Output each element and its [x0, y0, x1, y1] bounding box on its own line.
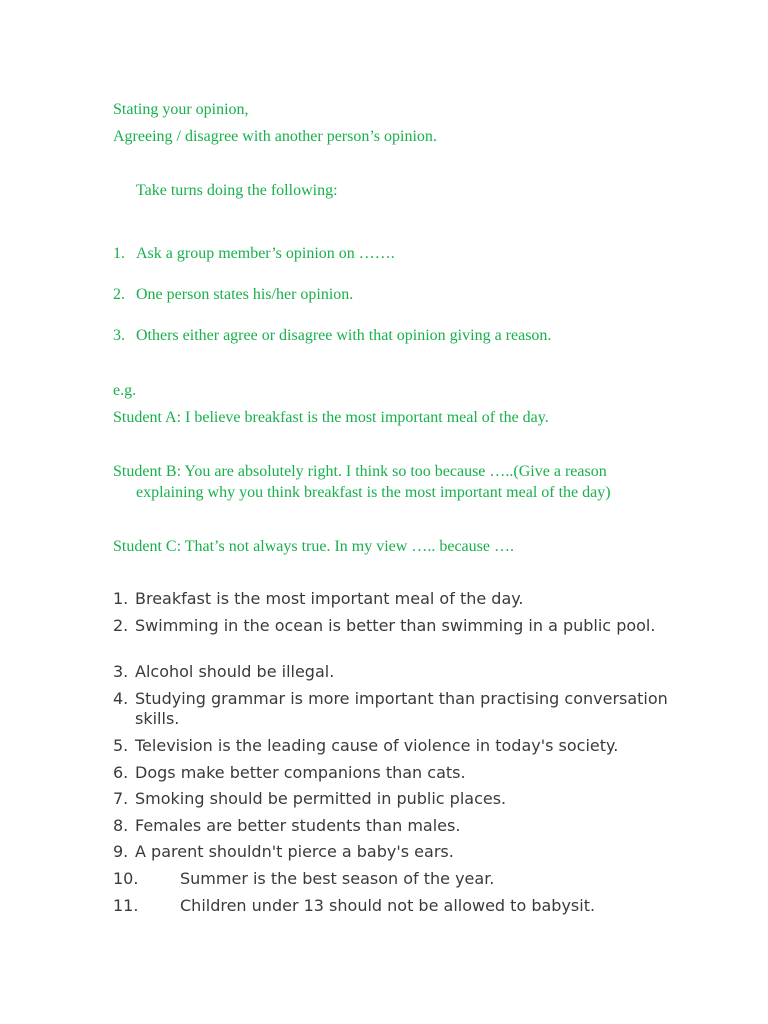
topic-item: [113, 662, 673, 682]
example-label: e.g.: [113, 382, 137, 399]
student-c-line: Student C: That’s not always true. In my view ….. because ….: [113, 538, 514, 555]
step-number: 1.: [113, 245, 125, 262]
topic-text: Dogs make better companions than cats.: [135, 763, 466, 782]
topic-item: [113, 842, 673, 862]
student-a-line: Student A: I believe breakfast is the most important meal of the day.: [113, 409, 549, 426]
topic-item: [113, 616, 673, 636]
title-line-2: Agreeing / disagree with another person’s opinion.: [113, 128, 437, 145]
topic-number: 10.: [113, 869, 139, 888]
topic-text: Females are better students than males.: [135, 816, 461, 835]
topic-number: 7.: [113, 789, 129, 808]
topic-number: 6.: [113, 763, 129, 782]
topic-number: 2.: [113, 616, 129, 635]
topic-number: 9.: [113, 842, 129, 861]
step-text: Others either agree or disagree with that opinion giving a reason.: [136, 327, 552, 344]
topic-number: 5.: [113, 736, 129, 755]
topic-item: [113, 763, 673, 783]
instruction: Take turns doing the following:: [136, 182, 338, 199]
topic-text: Studying grammar is more important than practising conversation skills.: [135, 689, 668, 728]
student-b-line-1: Student B: You are absolutely right. I think so too because …..(Give a reason: [113, 463, 607, 480]
topic-item: [113, 896, 673, 916]
topic-number: 3.: [113, 662, 129, 681]
topic-number: 1.: [113, 589, 129, 608]
topic-item: [113, 689, 673, 729]
topic-text: Alcohol should be illegal.: [135, 662, 335, 681]
step-text: Ask a group member’s opinion on …….: [136, 245, 395, 262]
topic-item: [113, 789, 673, 809]
topic-number: 4.: [113, 689, 129, 708]
topic-text: Smoking should be permitted in public places.: [135, 789, 507, 808]
topic-item: [113, 816, 673, 836]
step-text: One person states his/her opinion.: [136, 286, 354, 303]
title-line-1: Stating your opinion,: [113, 101, 249, 118]
topic-text: Television is the leading cause of violence in today's society.: [135, 736, 619, 755]
topic-text: A parent shouldn't pierce a baby's ears.: [135, 842, 454, 861]
topic-item: [113, 869, 673, 889]
topic-text: Swimming in the ocean is better than swimming in a public pool.: [135, 616, 656, 635]
topic-text: Breakfast is the most important meal of the day.: [135, 589, 524, 608]
step-number: 3.: [113, 327, 125, 344]
topic-number: 11.: [113, 896, 139, 915]
topic-text: Children under 13 should not be allowed to babysit.: [180, 896, 596, 915]
topic-number: 8.: [113, 816, 129, 835]
topic-item: [113, 736, 673, 756]
student-b-line-2: explaining why you think breakfast is the most important meal of the day): [136, 484, 611, 501]
topic-item: [113, 589, 673, 609]
step-number: 2.: [113, 286, 125, 303]
topic-text: Summer is the best season of the year.: [180, 869, 495, 888]
